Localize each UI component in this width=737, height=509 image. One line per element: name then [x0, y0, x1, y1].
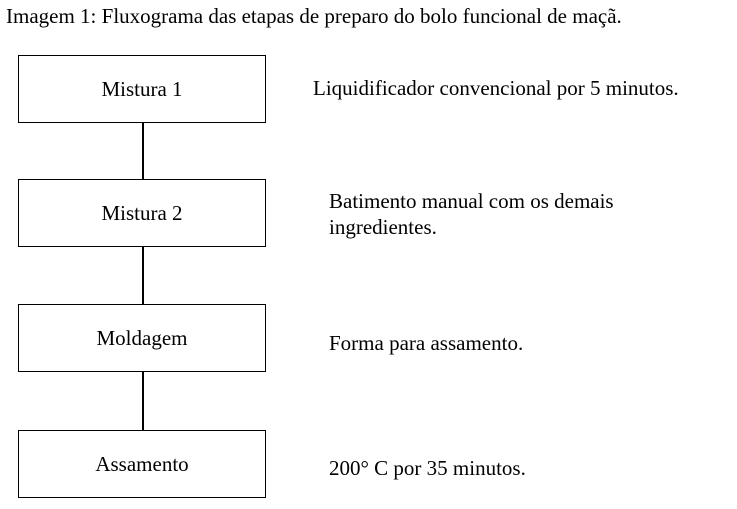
step-box-assamento — [18, 430, 266, 498]
step-box-mistura-2 — [18, 179, 266, 247]
connector-line-2 — [142, 246, 144, 304]
step-label: Moldagem — [96, 325, 188, 350]
step-description-2 — [329, 188, 614, 240]
step-description-3 — [329, 330, 523, 356]
connector-line-1 — [142, 122, 144, 180]
description-line: Liquidificador convencional por 5 minutos. — [313, 76, 679, 100]
step-box-moldagem — [18, 304, 266, 372]
diagram-caption: Imagem 1: Fluxograma das etapas de preparo do bolo funcional de maçã. — [6, 4, 622, 28]
step-label: Assamento — [95, 451, 189, 476]
description-line: 200° C por 35 minutos. — [329, 456, 526, 480]
step-description-1 — [313, 75, 679, 101]
step-label: Mistura 1 — [101, 76, 183, 101]
connector-line-3 — [142, 372, 144, 430]
description-line: Batimento manual com os demais — [329, 189, 614, 213]
description-line: Forma para assamento. — [329, 331, 524, 355]
step-box-mistura-1 — [18, 55, 266, 123]
description-line: ingredientes. — [329, 215, 437, 239]
step-label: Mistura 2 — [101, 200, 183, 225]
step-description-4 — [329, 455, 526, 481]
